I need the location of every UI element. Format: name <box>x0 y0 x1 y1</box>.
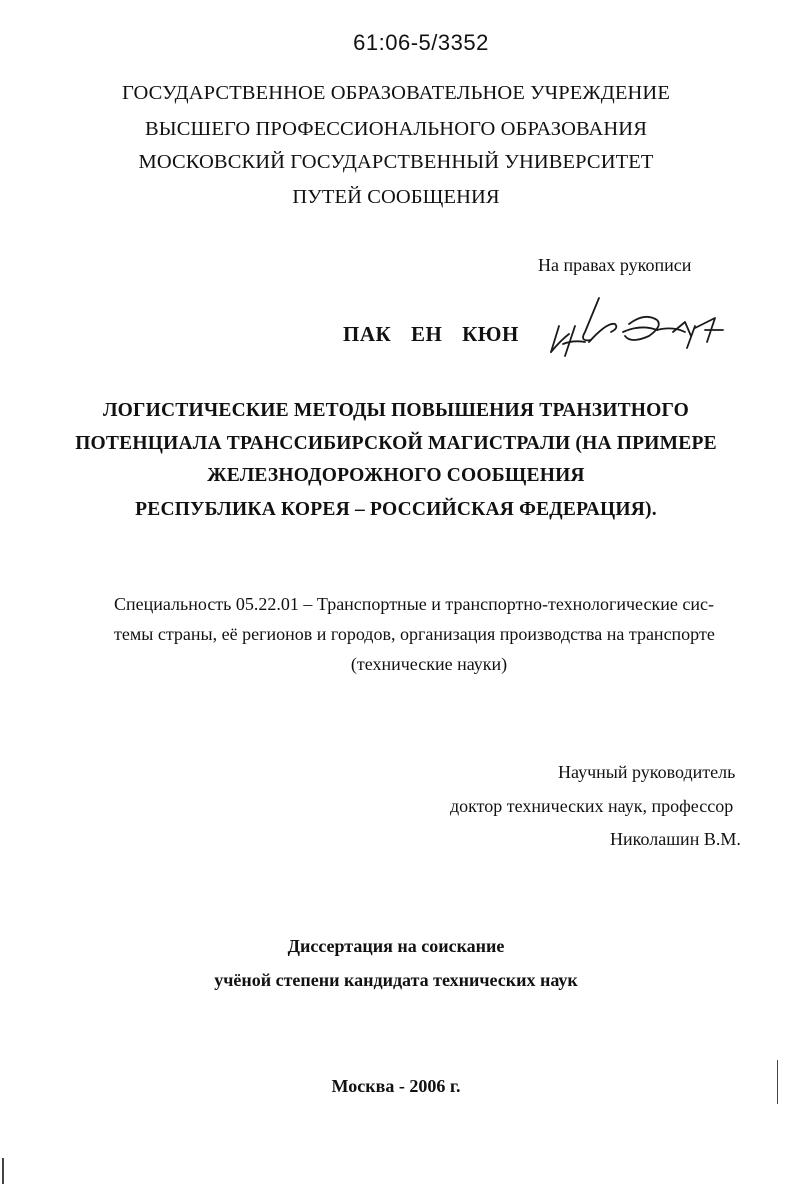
dissertation-line-2: учёной степени кандидата технических наук <box>214 970 578 990</box>
title-line-3: ЖЕЛЕЗНОДОРОЖНОГО СООБЩЕНИЯ <box>207 465 585 486</box>
advisor-degree: доктор технических наук, профессор <box>450 796 734 816</box>
specialty-line-1: Специальность 05.22.01 – Транспортные и транспортно-технологические сис- <box>114 594 714 614</box>
title-line-2: ПОТЕНЦИАЛА ТРАНССИБИРСКОЙ МАГИСТРАЛИ (НА ПРИМЕРЕ <box>75 433 717 454</box>
institution-line-2: ВЫСШЕГО ПРОФЕССИОНАЛЬНОГО ОБРАЗОВАНИЯ <box>145 118 647 140</box>
handwritten-signature-icon <box>545 296 735 364</box>
scan-edge-mark <box>777 1060 778 1104</box>
archive-code: 61:06-5/3352 <box>353 30 489 55</box>
specialty-line-3: (технические науки) <box>350 654 508 674</box>
dissertation-line-1: Диссертация на соискание <box>287 936 505 956</box>
scan-edge-mark <box>2 1158 4 1184</box>
manuscript-rights-note: На правах рукописи <box>538 255 692 275</box>
title-line-1: ЛОГИСТИЧЕСКИЕ МЕТОДЫ ПОВЫШЕНИЯ ТРАНЗИТНОГО <box>102 400 690 421</box>
specialty-block <box>114 589 744 679</box>
advisor-name: Николашин В.М. <box>610 829 741 849</box>
city-year: Москва - 2006 г. <box>331 1076 461 1096</box>
advisor-role: Научный руководитель <box>558 762 736 782</box>
institution-line-1: ГОСУДАРСТВЕННОЕ ОБРАЗОВАТЕЛЬНОЕ УЧРЕЖДЕНИЕ <box>122 82 670 104</box>
specialty-line-2: темы страны, её регионов и городов, организация производства на транспорте <box>114 624 715 644</box>
author-name: ПАК ЕН КЮН <box>343 322 519 346</box>
institution-line-4: ПУТЕЙ СООБЩЕНИЯ <box>292 186 500 208</box>
title-line-4: РЕСПУБЛИКА КОРЕЯ – РОССИЙСКАЯ ФЕДЕРАЦИЯ). <box>135 499 657 520</box>
institution-line-3: МОСКОВСКИЙ ГОСУДАРСТВЕННЫЙ УНИВЕРСИТЕТ <box>138 151 654 173</box>
